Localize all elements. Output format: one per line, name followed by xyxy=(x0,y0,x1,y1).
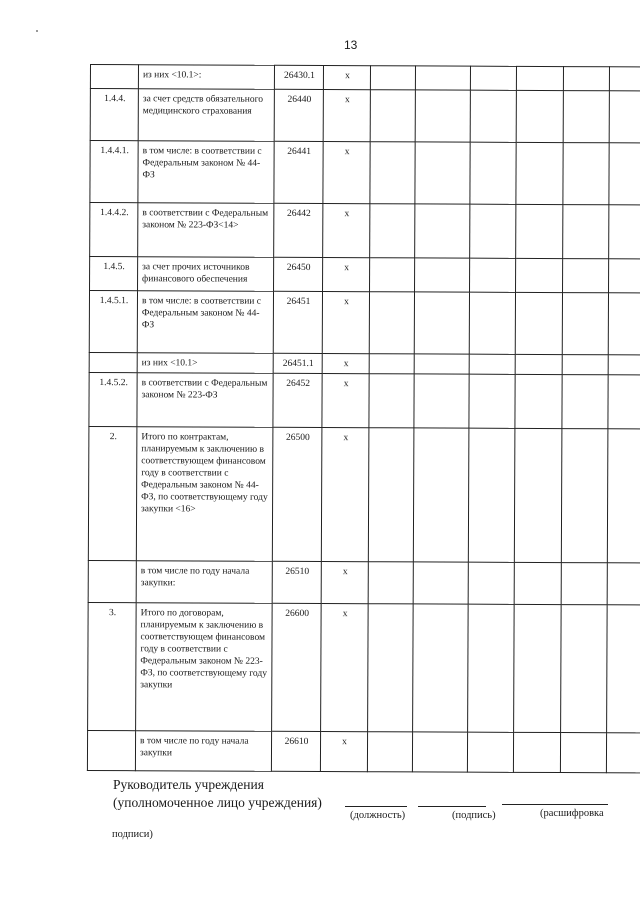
value-cell xyxy=(413,562,468,604)
value-cell xyxy=(470,90,516,142)
value-cell xyxy=(369,374,414,428)
value-cell xyxy=(607,563,640,605)
row-mark: x xyxy=(321,604,369,732)
value-cell xyxy=(609,91,640,143)
value-cell xyxy=(470,258,516,292)
row-name: Итого по контрактам, планируемым к заключению в соответствующем финансовом году в соответствии с Федеральным законом № 44-ФЗ, по соответствующему году закупки <16> xyxy=(136,427,273,562)
row-line-code: 26600 xyxy=(272,603,322,731)
value-cell xyxy=(414,354,469,374)
row-name: в соответствии с Федеральным законом № 223-ФЗ xyxy=(137,373,273,428)
row-name: в том числе по году начала закупки xyxy=(135,731,271,772)
caption-signature: (подпись) xyxy=(452,810,496,821)
value-cell xyxy=(561,429,608,563)
value-cell xyxy=(468,428,515,562)
value-cell xyxy=(412,732,467,772)
value-cell xyxy=(370,90,415,142)
value-cell xyxy=(609,143,640,205)
table-row xyxy=(89,291,640,355)
value-cell xyxy=(514,604,562,732)
row-mark: x xyxy=(321,428,369,562)
value-cell xyxy=(609,259,640,293)
value-cell xyxy=(563,143,609,205)
value-cell xyxy=(514,562,561,604)
value-cell xyxy=(606,733,640,773)
procurement-table xyxy=(87,64,640,773)
value-cell xyxy=(370,66,415,90)
row-name: в том числе: в соответствии с Федеральным законом № 44-ФЗ xyxy=(137,291,273,354)
value-cell xyxy=(369,292,414,354)
value-cell xyxy=(513,732,560,772)
row-mark: x xyxy=(322,354,369,374)
caption-decoding-continued: подписи) xyxy=(112,829,153,840)
value-cell xyxy=(514,428,562,562)
value-cell xyxy=(516,204,563,258)
row-line-code: 26450 xyxy=(274,257,323,291)
row-mark: x xyxy=(320,732,367,772)
value-cell xyxy=(414,374,469,428)
value-cell xyxy=(560,733,606,773)
value-cell xyxy=(563,259,609,293)
value-cell xyxy=(415,258,470,292)
signature-line-position xyxy=(345,806,407,807)
footer-subtitle: (уполномоченное лицо учреждения) xyxy=(113,795,322,810)
row-number: 1.4.4. xyxy=(90,89,138,141)
row-line-code: 26440 xyxy=(274,89,323,141)
value-cell xyxy=(469,292,515,354)
row-mark: x xyxy=(323,258,370,292)
scan-speck xyxy=(36,30,38,32)
value-cell xyxy=(469,354,515,374)
row-name: за счет прочих источников финансового обеспечения xyxy=(138,257,274,292)
value-cell xyxy=(516,66,563,90)
value-cell xyxy=(515,374,562,428)
value-cell xyxy=(608,355,640,375)
row-line-code: 26441 xyxy=(274,141,323,203)
row-mark: x xyxy=(321,562,368,604)
row-line-code: 26610 xyxy=(271,731,320,771)
table-row xyxy=(88,426,640,562)
value-cell xyxy=(470,204,516,258)
value-cell xyxy=(516,142,563,204)
value-cell xyxy=(563,205,609,259)
page-number: 13 xyxy=(344,38,358,52)
row-line-code: 26430.1 xyxy=(274,65,323,89)
row-name: в соответствии с Федеральным законом № 223-ФЗ<14> xyxy=(138,203,274,258)
value-cell xyxy=(367,732,412,772)
table-row xyxy=(88,602,640,732)
value-cell xyxy=(467,732,513,772)
value-cell xyxy=(608,375,640,429)
caption-position: (должность) xyxy=(350,810,406,821)
row-name: Итого по договорам, планируемым к заключению в соответствующем финансовом году в соответствии с Федеральным законом № 223-ФЗ, по соответствующему году закупки xyxy=(136,603,273,732)
row-number xyxy=(87,730,135,770)
row-line-code: 26451.1 xyxy=(273,353,322,373)
value-cell xyxy=(608,293,640,355)
row-mark: x xyxy=(323,90,370,142)
value-cell xyxy=(562,375,608,429)
row-number: 3. xyxy=(88,602,137,730)
value-cell xyxy=(413,428,469,562)
caption-decoding: (расшифровка xyxy=(540,808,604,819)
row-name: за счет средств обязательного медицинского страхования xyxy=(138,89,274,142)
value-cell xyxy=(413,604,469,732)
row-name: из них <10.1>: xyxy=(138,65,274,90)
value-cell xyxy=(368,428,414,562)
value-cell xyxy=(563,67,609,91)
table-row xyxy=(89,372,640,428)
value-cell xyxy=(415,90,470,142)
row-line-code: 26510 xyxy=(272,561,321,603)
signature-line-signature xyxy=(418,806,486,807)
value-cell xyxy=(470,66,516,90)
table-row xyxy=(90,257,640,293)
row-mark: x xyxy=(323,142,370,204)
value-cell xyxy=(415,142,470,204)
value-cell xyxy=(609,205,640,259)
row-number: 1.4.5.1. xyxy=(89,291,137,353)
value-cell xyxy=(609,67,640,91)
value-cell xyxy=(369,354,414,374)
row-line-code: 26451 xyxy=(273,291,322,353)
row-number xyxy=(90,65,138,89)
value-cell xyxy=(370,204,415,258)
row-number: 1.4.4.2. xyxy=(90,203,138,257)
value-cell xyxy=(562,293,608,355)
row-name: из них <10.1> xyxy=(137,353,273,374)
signature-line-decoding xyxy=(502,804,608,805)
value-cell xyxy=(607,605,640,733)
value-cell xyxy=(414,292,469,354)
footer-title: Руководитель учреждения xyxy=(113,777,264,792)
value-cell xyxy=(470,142,516,204)
table-row xyxy=(89,352,640,374)
row-name: в том числе: в соответствии с Федеральным законом № 44-ФЗ xyxy=(138,141,274,204)
row-mark: x xyxy=(322,292,369,354)
row-number: 1.4.5. xyxy=(90,257,138,291)
value-cell xyxy=(368,562,413,604)
row-line-code: 26500 xyxy=(272,427,322,561)
value-cell xyxy=(515,292,562,354)
value-cell xyxy=(563,91,609,143)
value-cell xyxy=(561,605,608,733)
row-mark: x xyxy=(323,66,370,90)
value-cell xyxy=(415,204,470,258)
value-cell xyxy=(516,90,563,142)
row-number xyxy=(88,560,136,602)
table-row xyxy=(90,141,640,205)
value-cell xyxy=(516,258,563,292)
value-cell xyxy=(515,354,562,374)
row-number: 1.4.5.2. xyxy=(89,372,137,426)
table-row xyxy=(90,203,640,259)
table-row xyxy=(88,560,640,604)
table-row xyxy=(90,89,640,143)
row-line-code: 26442 xyxy=(274,203,323,257)
table-row xyxy=(90,65,640,91)
row-line-code: 26452 xyxy=(273,373,322,427)
value-cell xyxy=(368,604,414,732)
row-name: в том числе по году начала закупки: xyxy=(136,561,272,604)
value-cell xyxy=(562,355,608,375)
value-cell xyxy=(561,563,607,605)
value-cell xyxy=(607,429,640,563)
value-cell xyxy=(370,142,415,204)
value-cell xyxy=(415,66,470,90)
row-number: 2. xyxy=(88,426,137,560)
row-number: 1.4.4.1. xyxy=(90,141,138,203)
row-mark: x xyxy=(323,204,370,258)
value-cell xyxy=(468,604,515,732)
row-mark: x xyxy=(322,374,369,428)
row-number xyxy=(89,352,137,372)
value-cell xyxy=(468,562,514,604)
value-cell xyxy=(469,374,515,428)
table-row xyxy=(87,730,640,772)
value-cell xyxy=(370,258,415,292)
